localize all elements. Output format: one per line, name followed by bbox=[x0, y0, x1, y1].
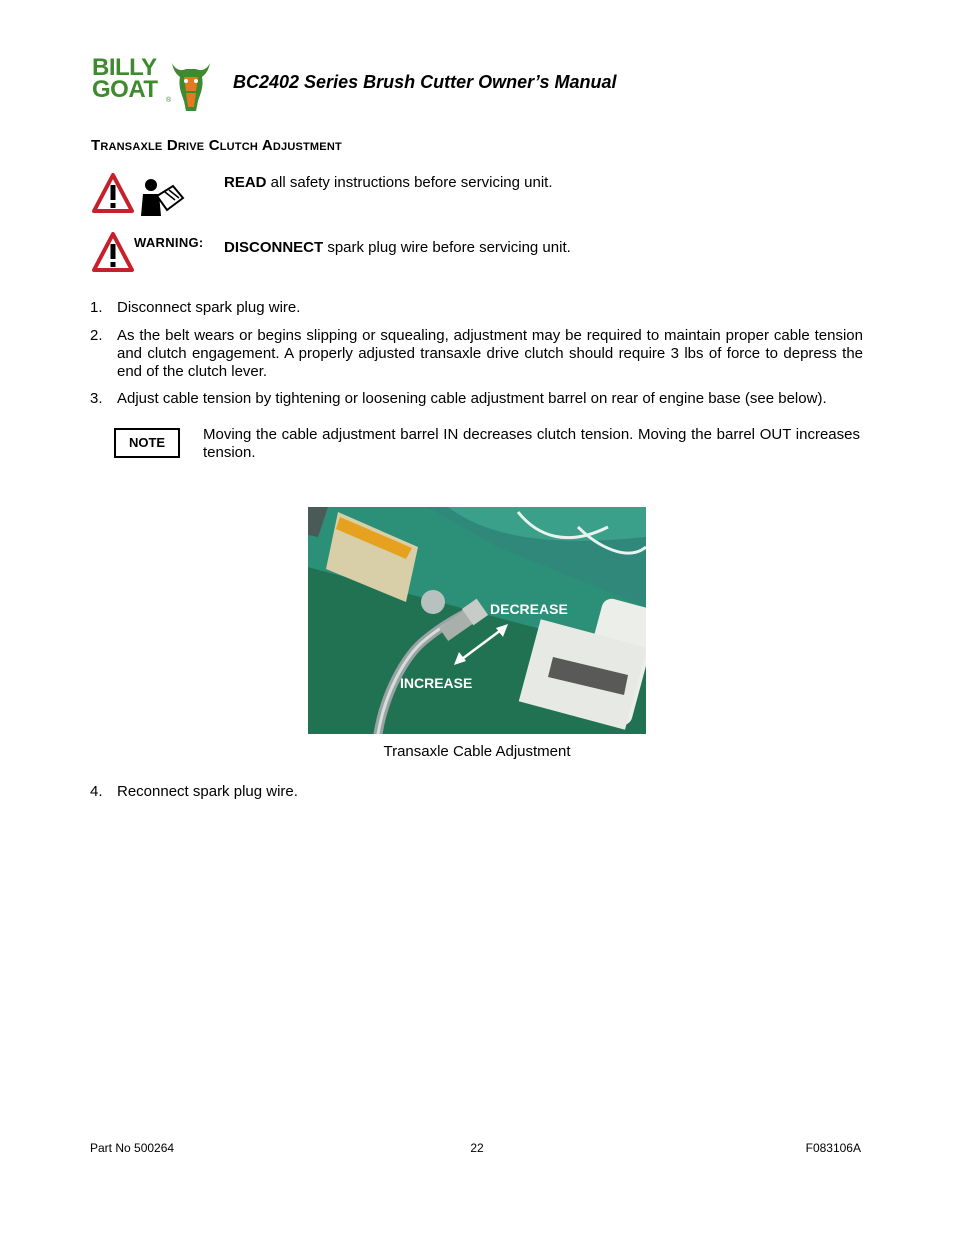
step-number: 3. bbox=[90, 390, 103, 407]
step-text: Reconnect spark plug wire. bbox=[117, 783, 298, 800]
logo-wordmark bbox=[92, 54, 172, 103]
goat-head-icon bbox=[168, 57, 214, 113]
footer-part-number: Part No 500264 bbox=[90, 1141, 175, 1155]
list-item bbox=[90, 390, 865, 408]
disconnect-keyword: DISCONNECT bbox=[224, 239, 324, 256]
read-keyword: READ bbox=[224, 174, 267, 191]
note-badge: NOTE bbox=[114, 428, 180, 458]
disconnect-instruction-text: spark plug wire before servicing unit. bbox=[323, 239, 571, 256]
list-item bbox=[90, 783, 865, 801]
list-item bbox=[90, 327, 865, 381]
note-text: Moving the cable adjustment barrel IN decreases clutch tension. Moving the barrel OUT increases tension. bbox=[203, 426, 860, 461]
step-number: 4. bbox=[90, 783, 103, 800]
step-text: As the belt wears or begins slipping or squealing, adjustment may be required to maintain proper cable tension and clutch engagement. A properly adjusted transaxle drive clutch should require 3 lbs of force to depress the end of the clutch lever. bbox=[117, 327, 863, 380]
disconnect-safety-instruction bbox=[224, 239, 571, 256]
warning-label: WARNING: bbox=[134, 235, 204, 250]
cable-photo-illustration bbox=[308, 507, 646, 734]
decrease-label: DECREASE bbox=[490, 601, 568, 617]
step-number: 2. bbox=[90, 327, 103, 344]
step-number: 1. bbox=[90, 299, 103, 316]
billy-goat-logo bbox=[92, 54, 217, 113]
document-title: BC2402 Series Brush Cutter Owner’s Manual bbox=[233, 72, 617, 92]
increase-label: INCREASE bbox=[400, 675, 473, 691]
footer-page-number: 22 bbox=[470, 1141, 484, 1155]
transaxle-cable-photo bbox=[308, 507, 646, 734]
footer-form-code: F083106A bbox=[805, 1141, 861, 1155]
step-text: Disconnect spark plug wire. bbox=[117, 299, 301, 316]
logo-line1: BILLY bbox=[92, 54, 157, 81]
logo-registered-mark: ® bbox=[166, 97, 172, 104]
warning-triangle-icon bbox=[91, 231, 135, 273]
warning-triangle-icon bbox=[91, 172, 135, 214]
read-safety-instruction bbox=[224, 174, 552, 191]
read-instruction-text: all safety instructions before servicing unit. bbox=[266, 174, 553, 191]
logo-line2: GOAT bbox=[92, 76, 158, 103]
list-item bbox=[90, 299, 865, 317]
step-text: Adjust cable tension by tightening or loosening cable adjustment barrel on rear of engine base (see below). bbox=[117, 390, 827, 407]
figure-caption: Transaxle Cable Adjustment bbox=[383, 743, 571, 760]
section-heading: Transaxle Drive Clutch Adjustment bbox=[91, 137, 342, 154]
read-manual-icon bbox=[139, 178, 185, 218]
